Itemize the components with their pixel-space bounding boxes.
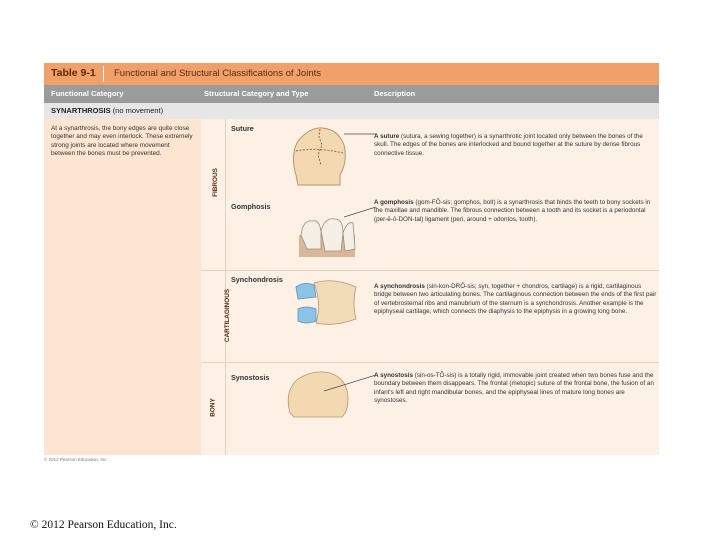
category-description: At a synarthrosis, the bony edges are quite close together and may even interlock. These extremely strong joints are located where movement between the bones must be prevented. — [51, 125, 193, 158]
joint-name-gomphosis: Gomphosis — [231, 202, 271, 211]
rib-synchondrosis-illustration — [294, 279, 362, 329]
skull-suture-illustration — [288, 125, 348, 189]
category-name: SYNARTHROSIS — [51, 106, 111, 115]
category-subhead — [44, 103, 659, 119]
band-cartilaginous — [201, 270, 232, 362]
category-note: (no movement) — [112, 106, 164, 115]
table-number: Table 9-1 — [51, 67, 96, 79]
suture-leader-line — [344, 130, 376, 138]
table-title: Functional and Structural Classifications of Joints — [114, 68, 321, 79]
joint-name-suture: Suture — [231, 124, 254, 133]
table-copyright: © 2012 Pearson Education, Inc. — [44, 457, 108, 462]
column-header-bar — [44, 85, 659, 103]
joint-name-synostosis: Synostosis — [231, 373, 270, 382]
joint-desc-gomphosis: A gomphosis (gom-FŌ-sis; gomphos, bolt) is a synarthrosis that binds the teeth to bony sockets in the maxillae and mandible. The fibrous connection between a tooth and its socket is a periodontal (per-ē-ō-DON-tal) ligament (peri, around + odontos, tooth). — [374, 199, 651, 223]
synostosis-leader-line — [324, 373, 376, 393]
band-fibrous — [201, 119, 226, 270]
functional-category-column — [44, 119, 201, 455]
joint-desc-suture: A suture (sutura, a sewing together) is a synarthrotic joint located only between the bones of the skull. The edges of the bones are interlocked and bound together at the suture by dense fibrous connective tissue. — [374, 133, 643, 157]
joint-desc-synostosis: A synostosis (sin-os-TŌ-sis) is a totally rigid, immovable joint created when two bones fuse and the boundary between them disappears. The frontal (metopic) suture of the frontal bone, the fusion of an infant's left and right mandibular bones, and the epiphyseal lines of mature long bones are synostoses. — [374, 372, 654, 404]
row-divider — [201, 270, 659, 271]
header-functional: Functional Category — [51, 89, 124, 98]
row-divider — [201, 362, 659, 363]
joint-desc-synchondrosis: A synchondrosis (sin-kon-DRŌ-sis; syn, together + chondros, cartilage) is a rigid, cartilaginous bridge between two articulating bones. The cartilaginous connection between the ends of the first pair of vertebrosternal ribs and manubrium of the sternum is a synchondrosis. Another example is the epiphyseal cartilage, which connects the diaphysis to the epiphysis in a growing long bone. — [374, 283, 657, 315]
band-label-cartilaginous: CARTILAGINOUS — [224, 288, 232, 343]
band-bony — [201, 362, 226, 455]
header-structural: Structural Category and Type — [204, 89, 309, 98]
table-title-bar — [44, 63, 659, 85]
joint-name-synchondrosis: Synchondrosis — [231, 275, 283, 284]
title-separator — [103, 66, 104, 82]
band-label-bony: BONY — [209, 398, 217, 417]
joint-classification-table — [44, 63, 659, 455]
band-label-fibrous: FIBROUS — [211, 168, 219, 197]
header-description: Description — [374, 89, 416, 98]
page-copyright: © 2012 Pearson Education, Inc. — [30, 519, 177, 531]
gomphosis-leader-line — [344, 205, 376, 219]
